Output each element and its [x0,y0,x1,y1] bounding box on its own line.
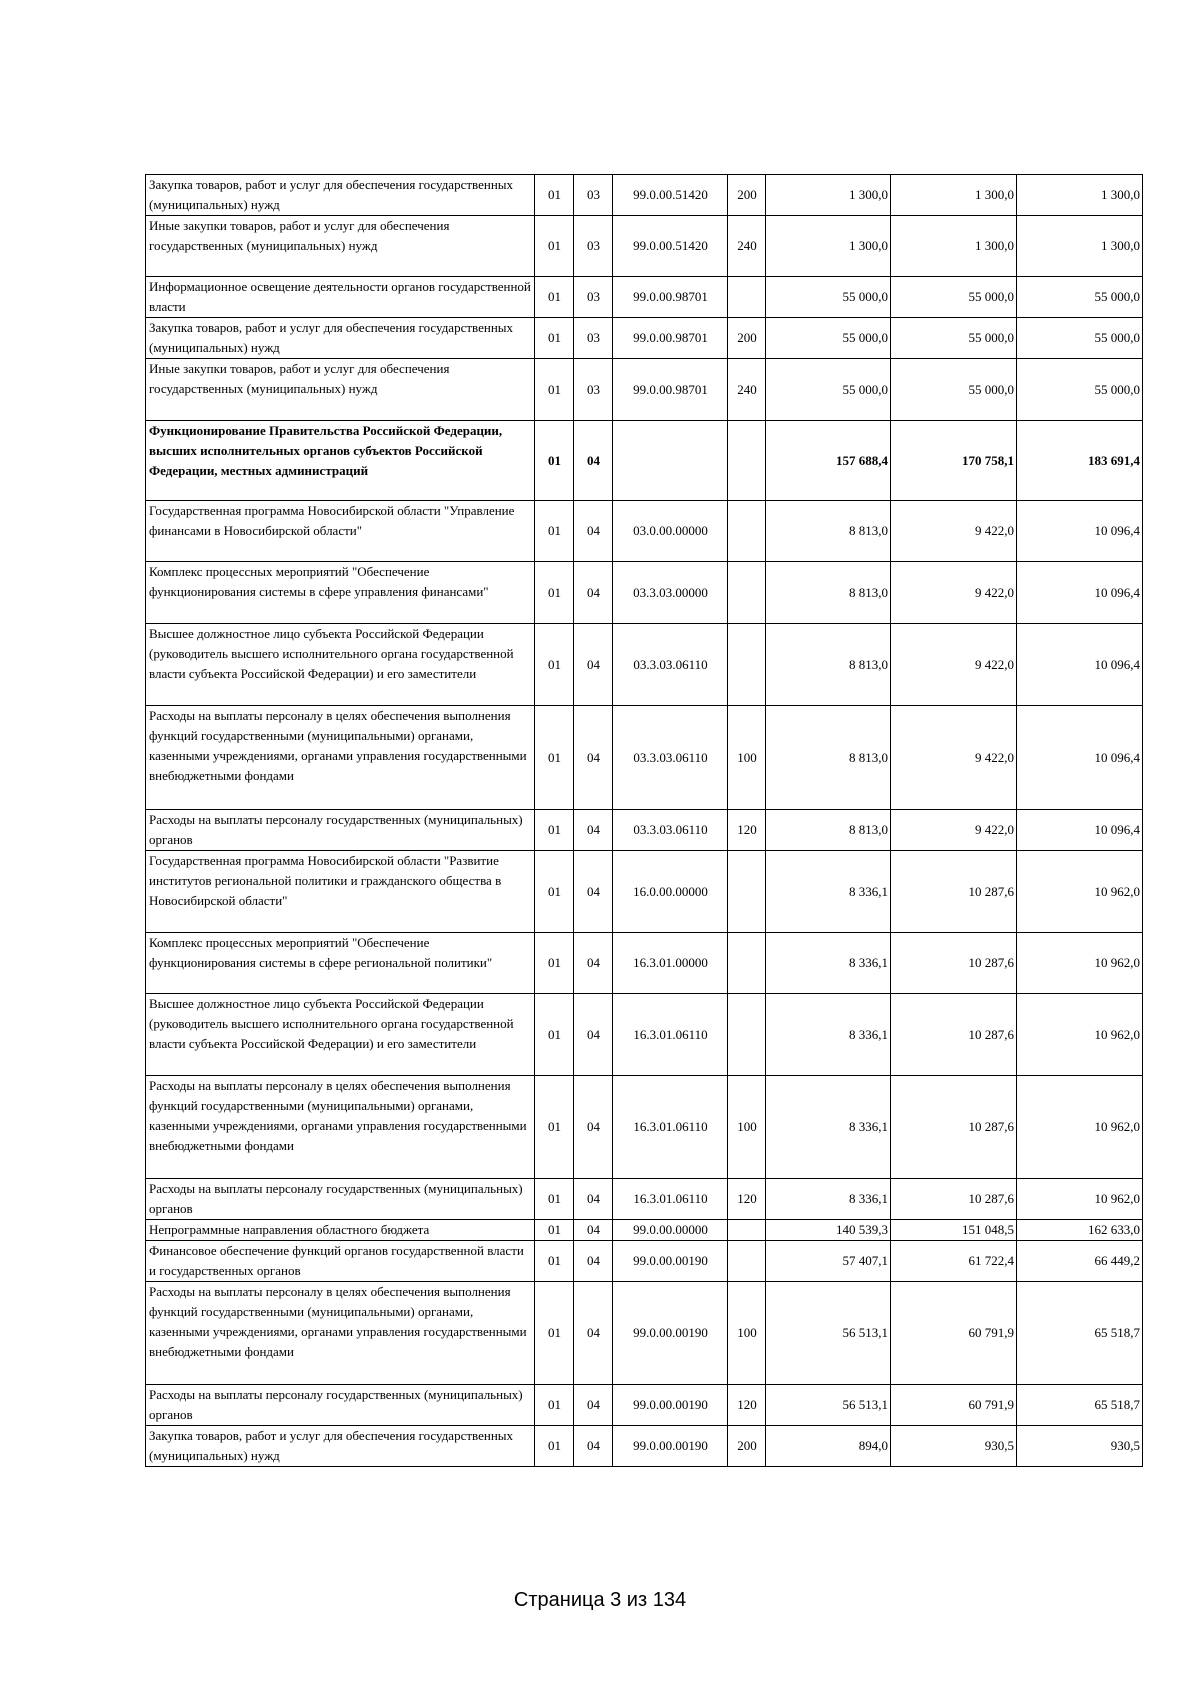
cell-name: Расходы на выплаты персоналу в целях обеспечения выполнения функций государственными (муниципальными) органами, казенными учреждениями, органами управления государственными внебюджетными фондами [146,706,535,810]
cell-amount-year2: 1 300,0 [891,216,1017,277]
cell-subsection: 04 [574,624,613,706]
cell-section: 01 [535,277,574,318]
cell-amount-year1: 8 336,1 [766,933,891,994]
cell-amount-year3: 10 096,4 [1017,562,1143,624]
cell-expense-type [728,933,766,994]
cell-amount-year3: 10 962,0 [1017,933,1143,994]
table-row [146,1426,1143,1467]
cell-amount-year2: 10 287,6 [891,994,1017,1076]
cell-target-article: 99.0.00.00190 [613,1241,728,1282]
table-row [146,624,1143,706]
cell-section: 01 [535,706,574,810]
cell-expense-type: 200 [728,1426,766,1467]
cell-expense-type: 200 [728,318,766,359]
cell-name: Информационное освещение деятельности органов государственной власти [146,277,535,318]
cell-target-article: 16.3.01.06110 [613,1179,728,1220]
cell-amount-year3: 10 096,4 [1017,706,1143,810]
cell-section: 01 [535,318,574,359]
cell-target-article: 99.0.00.00190 [613,1385,728,1426]
cell-name: Комплекс процессных мероприятий "Обеспечение функционирования системы в сфере управления финансами" [146,562,535,624]
cell-amount-year3: 55 000,0 [1017,359,1143,421]
table-row [146,175,1143,216]
cell-target-article: 16.0.00.00000 [613,851,728,933]
cell-amount-year2: 10 287,6 [891,1076,1017,1179]
cell-amount-year3: 1 300,0 [1017,175,1143,216]
cell-name: Иные закупки товаров, работ и услуг для обеспечения государственных (муниципальных) нужд [146,359,535,421]
cell-amount-year2: 9 422,0 [891,562,1017,624]
cell-section: 01 [535,994,574,1076]
cell-section: 01 [535,501,574,562]
table-row [146,933,1143,994]
cell-expense-type: 120 [728,810,766,851]
cell-section: 01 [535,851,574,933]
cell-amount-year3: 65 518,7 [1017,1282,1143,1385]
cell-amount-year2: 55 000,0 [891,359,1017,421]
cell-section: 01 [535,1179,574,1220]
cell-name: Иные закупки товаров, работ и услуг для обеспечения государственных (муниципальных) нужд [146,216,535,277]
table-row [146,810,1143,851]
cell-name: Расходы на выплаты персоналу государственных (муниципальных) органов [146,1385,535,1426]
cell-subsection: 03 [574,277,613,318]
table-row [146,706,1143,810]
cell-expense-type [728,624,766,706]
cell-amount-year2: 55 000,0 [891,277,1017,318]
cell-name: Финансовое обеспечение функций органов государственной власти и государственных органов [146,1241,535,1282]
cell-amount-year1: 8 336,1 [766,994,891,1076]
cell-name: Государственная программа Новосибирской области "Развитие институтов региональной политики и гражданского общества в Новосибирской области" [146,851,535,933]
cell-amount-year1: 894,0 [766,1426,891,1467]
cell-section: 01 [535,359,574,421]
table-body [146,175,1143,1467]
cell-name: Закупка товаров, работ и услуг для обеспечения государственных (муниципальных) нужд [146,1426,535,1467]
cell-name: Функционирование Правительства Российской Федерации, высших исполнительных органов субъектов Российской Федерации, местных администраций [146,421,535,501]
cell-amount-year2: 60 791,9 [891,1282,1017,1385]
cell-target-article: 99.0.00.98701 [613,359,728,421]
cell-subsection: 04 [574,810,613,851]
cell-target-article: 16.3.01.06110 [613,994,728,1076]
cell-section: 01 [535,1241,574,1282]
cell-expense-type: 200 [728,175,766,216]
cell-expense-type [728,994,766,1076]
cell-subsection: 04 [574,1282,613,1385]
cell-target-article: 03.3.03.06110 [613,706,728,810]
cell-section: 01 [535,1220,574,1241]
cell-target-article: 03.3.03.00000 [613,562,728,624]
cell-expense-type: 120 [728,1385,766,1426]
cell-amount-year2: 9 422,0 [891,810,1017,851]
cell-amount-year1: 56 513,1 [766,1385,891,1426]
cell-amount-year3: 930,5 [1017,1426,1143,1467]
cell-subsection: 04 [574,1076,613,1179]
cell-amount-year2: 10 287,6 [891,851,1017,933]
cell-section: 01 [535,562,574,624]
cell-section: 01 [535,421,574,501]
cell-subsection: 04 [574,562,613,624]
cell-name: Закупка товаров, работ и услуг для обеспечения государственных (муниципальных) нужд [146,175,535,216]
cell-amount-year1: 8 336,1 [766,851,891,933]
cell-subsection: 04 [574,1179,613,1220]
cell-subsection: 04 [574,1426,613,1467]
cell-section: 01 [535,624,574,706]
cell-amount-year2: 60 791,9 [891,1385,1017,1426]
table-row [146,501,1143,562]
cell-amount-year3: 10 096,4 [1017,624,1143,706]
cell-target-article: 99.0.00.98701 [613,277,728,318]
cell-expense-type [728,562,766,624]
cell-amount-year3: 66 449,2 [1017,1241,1143,1282]
cell-amount-year1: 8 336,1 [766,1076,891,1179]
table-row [146,359,1143,421]
cell-name: Высшее должностное лицо субъекта Российской Федерации (руководитель высшего исполнительного органа государственной власти субъекта Российской Федерации) и его заместители [146,994,535,1076]
cell-amount-year3: 10 962,0 [1017,851,1143,933]
cell-subsection: 04 [574,1220,613,1241]
table-row [146,277,1143,318]
cell-target-article: 99.0.00.98701 [613,318,728,359]
cell-section: 01 [535,1426,574,1467]
cell-amount-year1: 8 813,0 [766,624,891,706]
cell-name: Высшее должностное лицо субъекта Российской Федерации (руководитель высшего исполнительного органа государственной власти субъекта Российской Федерации) и его заместители [146,624,535,706]
cell-section: 01 [535,1282,574,1385]
table-row [146,1220,1143,1241]
cell-target-article: 99.0.00.00000 [613,1220,728,1241]
cell-subsection: 04 [574,994,613,1076]
cell-expense-type: 100 [728,706,766,810]
table-row [146,1179,1143,1220]
cell-name: Комплекс процессных мероприятий "Обеспечение функционирования системы в сфере региональной политики" [146,933,535,994]
cell-amount-year3: 10 962,0 [1017,1076,1143,1179]
cell-target-article: 99.0.00.00190 [613,1426,728,1467]
cell-amount-year1: 1 300,0 [766,175,891,216]
cell-amount-year2: 1 300,0 [891,175,1017,216]
cell-expense-type: 100 [728,1076,766,1179]
cell-amount-year2: 930,5 [891,1426,1017,1467]
cell-section: 01 [535,216,574,277]
cell-amount-year3: 183 691,4 [1017,421,1143,501]
cell-subsection: 04 [574,421,613,501]
cell-amount-year1: 157 688,4 [766,421,891,501]
cell-name: Расходы на выплаты персоналу в целях обеспечения выполнения функций государственными (муниципальными) органами, казенными учреждениями, органами управления государственными внебюджетными фондами [146,1076,535,1179]
table-row [146,851,1143,933]
cell-section: 01 [535,810,574,851]
cell-amount-year1: 8 813,0 [766,562,891,624]
cell-subsection: 04 [574,851,613,933]
cell-expense-type [728,1220,766,1241]
cell-amount-year2: 10 287,6 [891,933,1017,994]
cell-subsection: 03 [574,216,613,277]
cell-amount-year1: 8 813,0 [766,706,891,810]
table-row [146,216,1143,277]
cell-subsection: 03 [574,175,613,216]
cell-section: 01 [535,1385,574,1426]
cell-amount-year2: 9 422,0 [891,624,1017,706]
cell-amount-year3: 10 096,4 [1017,501,1143,562]
cell-expense-type: 120 [728,1179,766,1220]
cell-section: 01 [535,1076,574,1179]
cell-target-article: 99.0.00.00190 [613,1282,728,1385]
cell-expense-type [728,421,766,501]
cell-amount-year1: 8 813,0 [766,501,891,562]
cell-subsection: 04 [574,1241,613,1282]
cell-amount-year2: 55 000,0 [891,318,1017,359]
cell-expense-type: 100 [728,1282,766,1385]
cell-section: 01 [535,933,574,994]
cell-name: Расходы на выплаты персоналу государственных (муниципальных) органов [146,1179,535,1220]
cell-amount-year2: 61 722,4 [891,1241,1017,1282]
cell-amount-year1: 8 336,1 [766,1179,891,1220]
cell-amount-year1: 57 407,1 [766,1241,891,1282]
cell-expense-type [728,277,766,318]
cell-amount-year3: 55 000,0 [1017,318,1143,359]
cell-subsection: 04 [574,501,613,562]
cell-name: Государственная программа Новосибирской области "Управление финансами в Новосибирской области" [146,501,535,562]
cell-name: Непрограммные направления областного бюджета [146,1220,535,1241]
cell-target-article: 03.0.00.00000 [613,501,728,562]
cell-subsection: 04 [574,933,613,994]
cell-expense-type: 240 [728,216,766,277]
cell-amount-year3: 55 000,0 [1017,277,1143,318]
cell-name: Закупка товаров, работ и услуг для обеспечения государственных (муниципальных) нужд [146,318,535,359]
cell-target-article [613,421,728,501]
table-row [146,318,1143,359]
cell-subsection: 04 [574,706,613,810]
cell-amount-year1: 55 000,0 [766,277,891,318]
cell-target-article: 03.3.03.06110 [613,624,728,706]
cell-target-article: 03.3.03.06110 [613,810,728,851]
cell-amount-year1: 140 539,3 [766,1220,891,1241]
cell-amount-year1: 1 300,0 [766,216,891,277]
cell-name: Расходы на выплаты персоналу в целях обеспечения выполнения функций государственными (муниципальными) органами, казенными учреждениями, органами управления государственными внебюджетными фондами [146,1282,535,1385]
table-row [146,1241,1143,1282]
page-number: Страница 3 из 134 [513,1589,687,1611]
table-row [146,994,1143,1076]
cell-section: 01 [535,175,574,216]
cell-amount-year3: 10 096,4 [1017,810,1143,851]
table-row [146,1282,1143,1385]
cell-amount-year2: 151 048,5 [891,1220,1017,1241]
cell-expense-type [728,1241,766,1282]
cell-amount-year2: 9 422,0 [891,706,1017,810]
cell-amount-year1: 56 513,1 [766,1282,891,1385]
table-row [146,421,1143,501]
cell-amount-year3: 10 962,0 [1017,1179,1143,1220]
table-row [146,1385,1143,1426]
cell-amount-year3: 65 518,7 [1017,1385,1143,1426]
cell-amount-year1: 55 000,0 [766,318,891,359]
cell-name: Расходы на выплаты персоналу государственных (муниципальных) органов [146,810,535,851]
cell-amount-year2: 9 422,0 [891,501,1017,562]
cell-target-article: 16.3.01.06110 [613,1076,728,1179]
cell-target-article: 99.0.00.51420 [613,175,728,216]
budget-table [145,174,1143,1467]
cell-expense-type [728,501,766,562]
cell-target-article: 16.3.01.00000 [613,933,728,994]
table-row [146,562,1143,624]
cell-subsection: 03 [574,359,613,421]
cell-subsection: 04 [574,1385,613,1426]
cell-expense-type: 240 [728,359,766,421]
cell-expense-type [728,851,766,933]
cell-amount-year2: 170 758,1 [891,421,1017,501]
cell-amount-year1: 8 813,0 [766,810,891,851]
cell-amount-year3: 10 962,0 [1017,994,1143,1076]
cell-amount-year3: 162 633,0 [1017,1220,1143,1241]
cell-amount-year2: 10 287,6 [891,1179,1017,1220]
cell-amount-year1: 55 000,0 [766,359,891,421]
cell-subsection: 03 [574,318,613,359]
cell-target-article: 99.0.00.51420 [613,216,728,277]
table-row [146,1076,1143,1179]
cell-amount-year3: 1 300,0 [1017,216,1143,277]
